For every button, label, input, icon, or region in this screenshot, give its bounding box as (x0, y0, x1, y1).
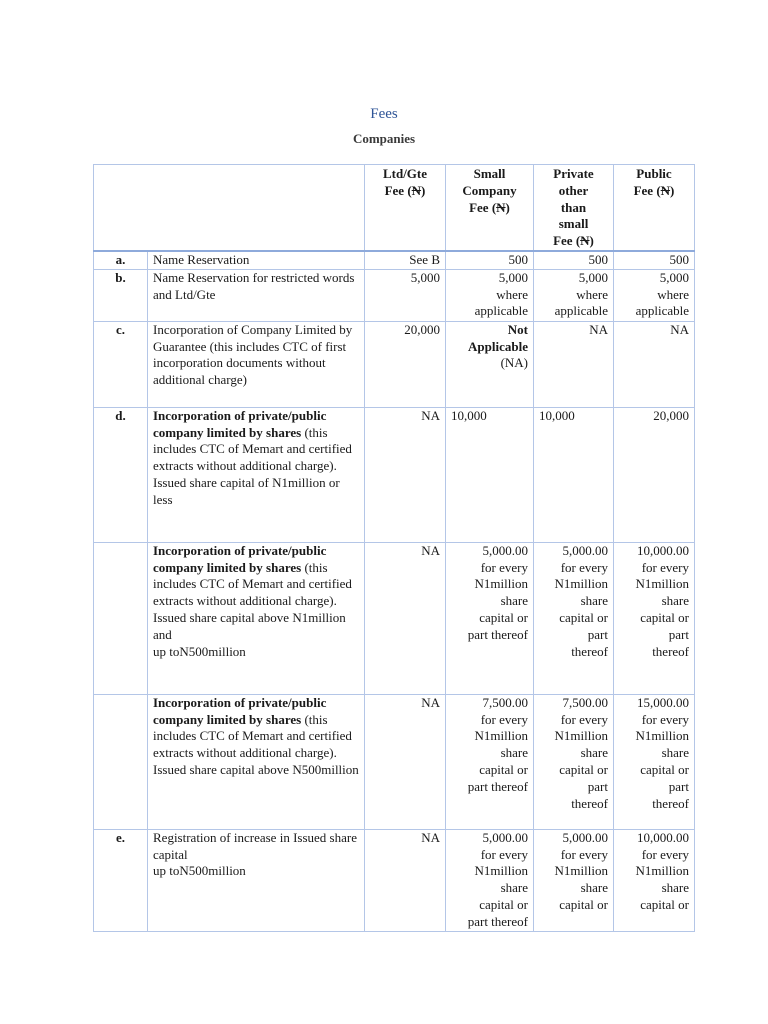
table-row (94, 407, 695, 542)
small-company-fee-cell: 5,000.00 for every N1million share capital or part thereof (446, 542, 534, 694)
naira-symbol: N (496, 199, 506, 215)
table-row (94, 694, 695, 829)
row-letter: b. (94, 269, 148, 321)
header-small-company-fee: Small Company Fee (N) (446, 165, 534, 251)
ltd-gte-fee-cell: NA (365, 407, 446, 542)
table-row (94, 251, 695, 269)
header-public-fee: Public Fee (N) (614, 165, 695, 251)
table-row (94, 269, 695, 321)
row-description: Incorporation of Company Limited by Guarantee (this includes CTC of first incorporation documents without additional charge) (148, 321, 365, 407)
ltd-gte-fee-cell: 20,000 (365, 321, 446, 407)
private-fee-cell: 10,000 (534, 407, 614, 542)
row-description: Incorporation of private/public company limited by shares (this includes CTC of Memart and certified extracts without additional charge). Issued share capital above N1million and up toN500million (148, 542, 365, 694)
small-company-fee-cell: 7,500.00 for every N1million share capital or part thereof (446, 694, 534, 829)
public-fee-cell: 500 (614, 251, 695, 269)
public-fee-cell: 10,000.00 for every N1million share capital or (614, 829, 695, 931)
private-fee-cell: NA (534, 321, 614, 407)
table-row (94, 829, 695, 931)
document-subtitle: Companies (352, 131, 416, 146)
small-company-fee-cell: 500 (446, 251, 534, 269)
private-fee-cell: 5,000.00 for every N1million share capital or (534, 829, 614, 931)
fees-table (93, 164, 695, 932)
naira-symbol: N (411, 182, 422, 198)
row-letter: d. (94, 407, 148, 542)
private-fee-cell: 5,000 where applicable (534, 269, 614, 321)
private-fee-cell: 5,000.00 for every N1million share capital or part thereof (534, 542, 614, 694)
public-fee-cell: 15,000.00 for every N1million share capital or part thereof (614, 694, 695, 829)
ltd-gte-fee-cell: NA (365, 542, 446, 694)
public-fee-cell: NA (614, 321, 695, 407)
table-row (94, 542, 695, 694)
small-company-fee-cell: Not Applicable (NA) (446, 321, 534, 407)
row-description: Registration of increase in Issued share capital up toN500million (148, 829, 365, 931)
row-description: Name Reservation for restricted words and Ltd/Gte (148, 269, 365, 321)
public-fee-cell: 20,000 (614, 407, 695, 542)
document-title: Fees (370, 106, 398, 122)
header-private-fee: Private other than small Fee (N) (534, 165, 614, 251)
ltd-gte-fee-cell: See B (365, 251, 446, 269)
header-ltd-gte-fee: Ltd/Gte Fee (N) (365, 165, 446, 251)
ltd-gte-fee-cell: NA (365, 829, 446, 931)
header-empty-cell (94, 165, 365, 251)
private-fee-cell: 7,500.00 for every N1million share capital or part thereof (534, 694, 614, 829)
row-letter: c. (94, 321, 148, 407)
row-letter: e. (94, 829, 148, 931)
row-letter (94, 542, 148, 694)
naira-symbol: N (580, 233, 590, 249)
small-company-fee-cell: 5,000.00 for every N1million share capital or part thereof (446, 829, 534, 931)
row-letter: a. (94, 251, 148, 269)
table-row (94, 321, 695, 407)
row-description: Incorporation of private/public company limited by shares (this includes CTC of Memart and certified extracts without additional charge). Issued share capital above N500million (148, 694, 365, 829)
public-fee-cell: 5,000 where applicable (614, 269, 695, 321)
private-fee-cell: 500 (534, 251, 614, 269)
table-header-row (94, 165, 695, 251)
row-description: Incorporation of private/public company limited by shares (this includes CTC of Memart and certified extracts without additional charge). Issued share capital of N1million or less (148, 407, 365, 542)
row-description: Name Reservation (148, 251, 365, 269)
public-fee-cell: 10,000.00 for every N1million share capital or part thereof (614, 542, 695, 694)
ltd-gte-fee-cell: NA (365, 694, 446, 829)
row-letter (94, 694, 148, 829)
naira-symbol: N (660, 182, 671, 198)
small-company-fee-cell: 10,000 (446, 407, 534, 542)
small-company-fee-cell: 5,000 where applicable (446, 269, 534, 321)
ltd-gte-fee-cell: 5,000 (365, 269, 446, 321)
